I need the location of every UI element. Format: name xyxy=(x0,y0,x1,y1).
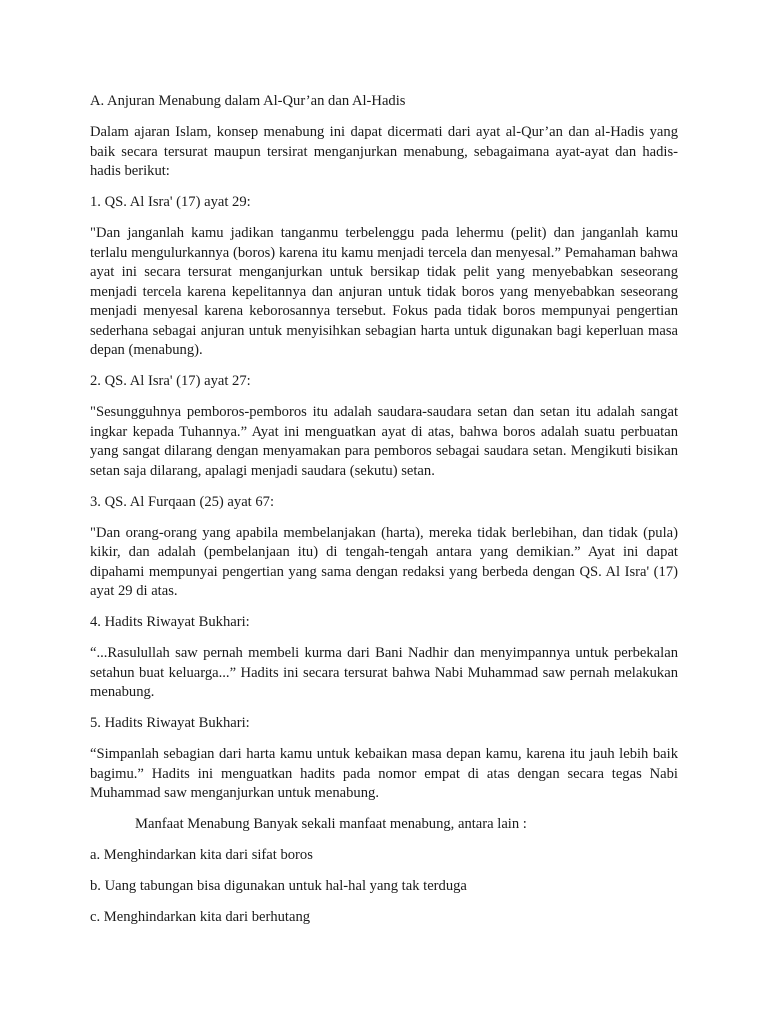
section-4-title: 4. Hadits Riwayat Bukhari: xyxy=(90,614,250,630)
section-5-body: “Simpanlah sebagian dari harta kamu untuk kebaikan masa depan kamu, karena itu jauh lebih baik bagimu.” Hadits ini menguatkan hadits pada nomor empat di atas dengan secara tegas Nabi Muhammad saw menganjurkan untuk menabung. xyxy=(90,746,678,801)
section-1-body: "Dan janganlah kamu jadikan tanganmu terbelenggu pada lehermu (pelit) dan janganlah kamu terlalu mengulurkannya (boros) karena itu kamu menjadi tercela dan menyesal.” Pemahaman bahwa ayat ini secara tersurat menganjurkan untuk bersikap tidak pelit yang menyebabkan seseorang menjadi tercela karena kepelitannya dan anjuran untuk tidak boros yang menyebabkan seseorang menjadi menyesal karena keborosannya tersebut. Fokus pada tidak boros mempunyai pengertian sederhana sebagai anjuran untuk menyisihkan sebagian harta untuk digunakan bagi keperluan masa depan (menabung). xyxy=(90,225,678,358)
section-2-body: "Sesungguhnya pemboros-pemboros itu adalah saudara-saudara setan dan setan itu adalah sangat ingkar kepada Tuhannya.” Ayat ini menguatkan ayat di atas, bahwa boros adalah suatu perbuatan yang sangat dilarang dengan menyamakan para pemboros sebagai saudara setan. Mengikuti bisikan setan saja dilarang, apalagi menjadi saudara (sekutu) setan. xyxy=(90,404,678,479)
section-1-title: 1. QS. Al Isra' (17) ayat 29: xyxy=(90,194,251,210)
document-page xyxy=(90,92,678,939)
section-5-title: 5. Hadits Riwayat Bukhari: xyxy=(90,715,250,731)
benefit-item-a: a. Menghindarkan kita dari sifat boros xyxy=(90,847,313,863)
section-2-title: 2. QS. Al Isra' (17) ayat 27: xyxy=(90,373,251,389)
intro-paragraph: Dalam ajaran Islam, konsep menabung ini dapat dicermati dari ayat al-Qur’an dan al-Hadis yang baik secara tersurat maupun tersirat menganjurkan menabung, sebagaimana ayat-ayat dan hadis-hadis berikut: xyxy=(90,124,678,179)
section-heading: A. Anjuran Menabung dalam Al-Qur’an dan Al-Hadis xyxy=(90,93,406,109)
section-3-title: 3. QS. Al Furqaan (25) ayat 67: xyxy=(90,493,275,510)
benefit-item-b: b. Uang tabungan bisa digunakan untuk hal-hal yang tak terduga xyxy=(90,878,467,894)
benefits-intro: Manfaat Menabung Banyak sekali manfaat menabung, antara lain : xyxy=(135,816,527,832)
section-3-body: "Dan orang-orang yang apabila membelanjakan (harta), mereka tidak berlebihan, dan tidak (pula) kikir, dan adalah (pembelanjaan itu) di tengah-tengah antara yang demikian.” Ayat ini dapat dipahami mempunyai pengertian yang sama dengan redaksi yang berbeda dengan QS. Al Isra' (17) ayat 29 di atas. xyxy=(90,524,678,599)
section-4-body: “...Rasulullah saw pernah membeli kurma dari Bani Nadhir dan menyimpannya untuk perbekalan setahun buat keluarga...” Hadits ini secara tersurat bahwa Nabi Muhammad saw pernah melakukan menabung. xyxy=(90,645,678,700)
benefit-item-c: c. Menghindarkan kita dari berhutang xyxy=(90,909,311,925)
